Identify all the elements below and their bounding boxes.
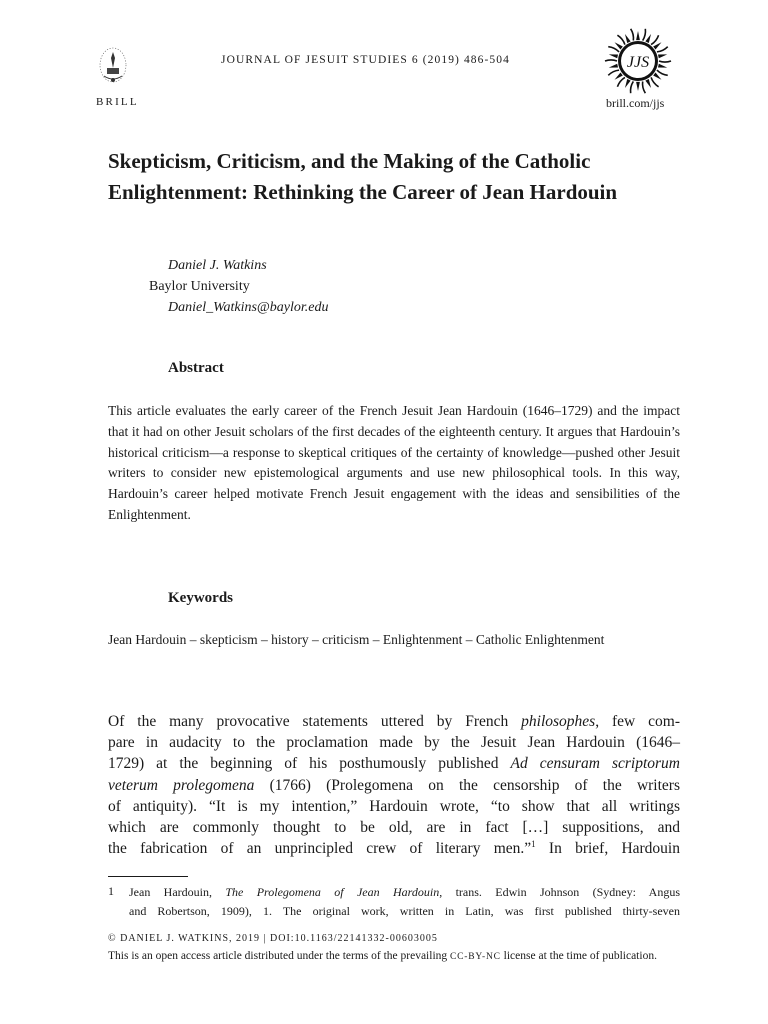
emphasis: veterum prolegomena <box>108 776 255 794</box>
body-line: Of the many provocative statements uttered by French philosophes, few com- <box>108 713 680 730</box>
sun-ray <box>631 29 634 41</box>
emphasis: Ad censuram scriptorum <box>510 755 680 773</box>
emphasis: philosophes <box>521 713 596 730</box>
body-line: the fabrication of an unprincipled crew of literary men.”$^1$ In brief, Hardouin <box>108 839 680 858</box>
footnote-line: and Robertson, 1909), 1. The original work, written in Latin, was first published thirty-seven <box>129 903 680 918</box>
body-line: veterum prolegomena (1766) (Prolegomena on the censorship of the writers <box>108 776 680 794</box>
sun-ray <box>636 82 640 91</box>
sun-ray <box>657 47 668 52</box>
emphasis: The Prolegomena of Jean Hardouin <box>225 885 440 899</box>
body-line: 1729) at the beginning of his posthumously published Ad censuram scriptorum <box>108 755 680 773</box>
article-title: Skepticism, Criticism, and the Making of the Catholic Enlightenment: Rethinking the Career of Jean Hardouin <box>108 149 618 204</box>
footnote-line: Jean Hardouin, The Prolegomena of Jean Hardouin, trans. Edwin Johnson (Sydney: Angus <box>129 885 681 899</box>
footnote-text <box>129 883 680 920</box>
sun-ray <box>625 34 631 43</box>
footnote-rule <box>108 876 188 877</box>
sun-ray <box>617 77 624 86</box>
sun-ray <box>605 60 617 61</box>
sun-ray <box>657 70 668 75</box>
brill-logo-icon <box>96 44 130 92</box>
footnote-number: 1 <box>108 884 114 898</box>
sun-ray <box>645 79 651 88</box>
body-line: pare in audacity to the proclamation made by the Jesuit Jean Hardouin (1646– <box>108 734 680 752</box>
author-name: Daniel J. Watkins <box>168 258 267 273</box>
author-affiliation: Baylor University <box>149 279 250 294</box>
sun-ray <box>625 79 631 88</box>
abstract-heading: Abstract <box>168 360 224 376</box>
sun-ray <box>631 81 634 93</box>
sun-ray <box>651 35 658 44</box>
license-name: CC-BY-NC <box>450 952 501 962</box>
sun-ray <box>617 35 624 44</box>
license-statement: This is an open access article distributed under the terms of the prevailing CC-BY-NC license at the time of publication. <box>108 950 657 962</box>
publisher-name: BRILL <box>96 96 139 108</box>
sun-ray <box>651 77 658 86</box>
sun-ray <box>643 81 646 93</box>
sun-ray <box>643 29 646 41</box>
sun-ray <box>608 70 619 75</box>
footnote-ref[interactable]: 1 <box>531 839 536 850</box>
sun-ray <box>658 64 667 68</box>
abstract-text: This article evaluates the early career of the French Jesuit Jean Hardouin (1646–1729) and the impact that it had on other Jesuit scholars of the first decades of the eighteenth century. It argues that Hardouin’s historical criticism—a response to skeptical critiques of the certainty of knowledge—pushed other Jesuit writers to consider new epistemological arguments and use new philosophical tools. In this way, Hardouin’s career helped motivate French Jesuit engagement with the ideas and sensibilities of the Enlightenment. <box>108 403 680 522</box>
sun-ray <box>659 61 671 62</box>
jjs-logo-text: JJS <box>626 54 650 71</box>
author-email[interactable]: Daniel_Watkins@baylor.edu <box>168 300 329 315</box>
copyright-doi: © DANIEL J. WATKINS, 2019 | DOI:10.1163/22141332-00603005 <box>108 933 438 944</box>
keywords-heading: Keywords <box>168 590 233 606</box>
sun-ray <box>609 64 618 68</box>
sun-ray <box>636 31 640 40</box>
keywords-text: Jean Hardouin – skepticism – history – criticism – Enlightenment – Catholic Enlightenment <box>108 632 605 647</box>
sun-ray <box>645 34 651 43</box>
sun-ray <box>609 54 618 58</box>
sun-ray <box>615 73 623 80</box>
body-paragraph <box>108 711 680 859</box>
sun-ray <box>658 54 667 58</box>
body-line: of antiquity). “It is my intention,” Hardouin wrote, “to show that all writings <box>108 797 680 815</box>
sun-ray <box>653 42 661 49</box>
body-line: which are commonly thought to be old, are in fact […] suppositions, and <box>108 819 680 837</box>
jjs-sun-logo-icon <box>604 27 672 95</box>
journal-url[interactable]: brill.com/jjs <box>606 96 665 110</box>
sun-ray <box>608 47 619 52</box>
journal-citation: JOURNAL OF JESUIT STUDIES 6 (2019) 486-504 <box>221 54 510 66</box>
